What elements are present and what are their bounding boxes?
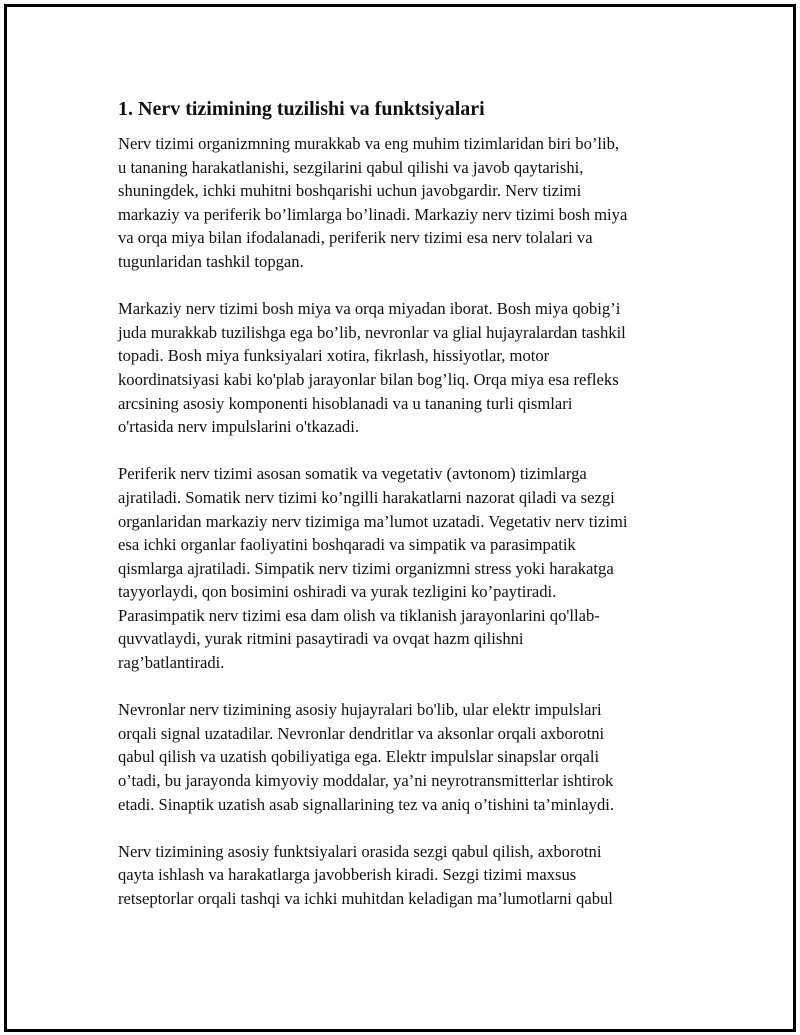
- text-line: koordinatsiyasi kabi ko'plab jarayonlar bilan bog’liq. Orqa miya esa refleks: [118, 369, 619, 389]
- document-title: 1. Nerv tizimining tuzilishi va funktsiyalari: [118, 98, 485, 120]
- text-line: Nevronlar nerv tizimining asosiy hujayralari bo'lib, ular elektr impulslari: [118, 700, 602, 720]
- paragraph-3: [118, 462, 678, 674]
- text-line: va orqa miya bilan ifodalanadi, periferik nerv tizimi esa nerv tolalari va: [118, 228, 593, 248]
- text-line: quvvatlaydi, yurak ritmini pasaytiradi va ovqat hazm qilishni: [118, 629, 524, 649]
- text-line: organlaridan markaziy nerv tizimiga ma’lumot uzatadi. Vegetativ nerv tizimi: [118, 511, 628, 531]
- text-line: qayta ishlash va harakatlarga javobberish kiradi. Sezgi tizimi maxsus: [118, 865, 577, 885]
- paragraph-4: [118, 698, 678, 816]
- text-line: Nerv tizimi organizmning murakkab va eng muhim tizimlaridan biri bo’lib,: [118, 134, 620, 153]
- text-line: ajratiladi. Somatik nerv tizimi ko’ngilli harakatlarni nazorat qiladi va sezgi: [118, 487, 615, 507]
- text-line: o’tadi, bu jarayonda kimyoviy moddalar, ya’ni neyrotransmitterlar ishtirok: [118, 771, 614, 791]
- text-line: arcsining asosiy komponenti hisoblanadi va u tananing turli qismlari: [118, 393, 573, 413]
- document-body: [118, 96, 678, 934]
- text-line: qismlarga ajratiladi. Simpatik nerv tizimi organizmni stress yoki harakatga: [118, 558, 614, 578]
- text-line: rag’batlantiradi.: [118, 653, 225, 673]
- text-line: tayyorlaydi, qon bosimini oshiradi va yurak tezligini ko’paytiradi.: [118, 582, 557, 602]
- text-line: u tananing harakatlanishi, sezgilarini qabul qilishi va javob qaytarishi,: [118, 157, 584, 177]
- text-line: Periferik nerv tizimi asosan somatik va vegetativ (avtonom) tizimlarga: [118, 464, 587, 484]
- text-line: tugunlaridan tashkil topgan.: [118, 251, 304, 271]
- text-line: o'rtasida nerv impulslarini o'tkazadi.: [118, 417, 359, 437]
- text-line: shuningdek, ichki muhitni boshqarishi uchun javobgardir. Nerv tizimi: [118, 181, 582, 201]
- paragraph-5: [118, 840, 678, 911]
- text-line: orqali signal uzatadilar. Nevronlar dendritlar va aksonlar orqali axborotni: [118, 723, 605, 743]
- paragraph-2: [118, 297, 678, 439]
- text-line: retseptorlar orqali tashqi va ichki muhitdan keladigan ma’lumotlarni qabul: [118, 889, 613, 908]
- text-line: Markaziy nerv tizimi bosh miya va orqa miyadan iborat. Bosh miya qobig’i: [118, 299, 621, 319]
- text-line: juda murakkab tuzilishga ega bo’lib, nevronlar va glial hujayralardan tashkil: [118, 322, 626, 342]
- text-line: qabul qilish va uzatish qobiliyatiga ega. Elektr impulslar sinapslar orqali: [118, 747, 600, 767]
- text-line: Parasimpatik nerv tizimi esa dam olish va tiklanish jarayonlarini qo'llab-: [118, 605, 600, 625]
- text-line: topadi. Bosh miya funksiyalari xotira, fikrlash, hissiyotlar, motor: [118, 346, 550, 366]
- text-line: markaziy va periferik bo’limlarga bo’linadi. Markaziy nerv tizimi bosh miya: [118, 204, 628, 224]
- text-line: etadi. Sinaptik uzatish asab signallarining tez va aniq o’tishini ta’minlaydi.: [118, 794, 615, 814]
- text-line: esa ichki organlar faoliyatini boshqaradi va simpatik va parasimpatik: [118, 535, 576, 555]
- text-line: Nerv tizimining asosiy funktsiyalari orasida sezgi qabul qilish, axborotni: [118, 841, 602, 861]
- paragraph-1: [118, 132, 678, 274]
